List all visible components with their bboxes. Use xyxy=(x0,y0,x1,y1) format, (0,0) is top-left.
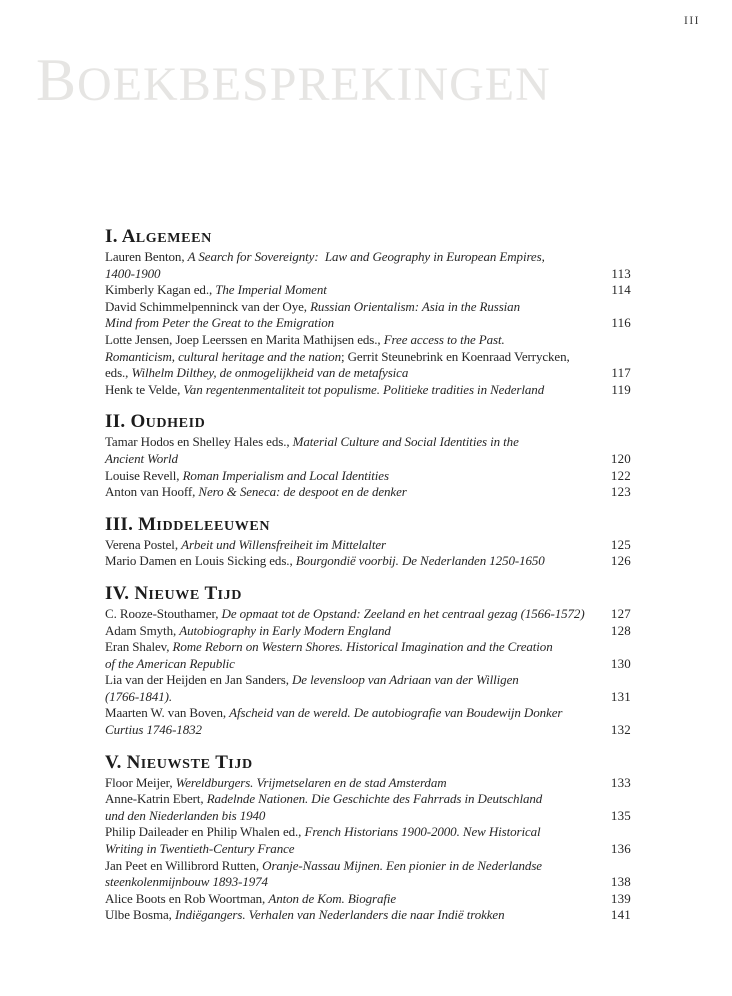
toc-entry-text xyxy=(105,858,542,875)
toc-page-number: 122 xyxy=(610,467,631,483)
toc-line xyxy=(105,249,631,266)
toc-entry-author-text: Tamar Hodos en Shelley Hales eds., xyxy=(105,434,293,450)
toc-line xyxy=(105,907,631,924)
toc-entry-text xyxy=(105,824,541,841)
toc-entry-author-text: David Schimmelpenninck van der Oye, xyxy=(105,298,311,314)
toc-entry-author-text: Anne-Katrin Ebert, xyxy=(105,791,207,807)
toc-entry-author-text: Lia van der Heijden en Jan Sanders, xyxy=(105,672,293,688)
toc-entry-text xyxy=(105,808,265,825)
toc-entry-title-text: Writing in Twentieth-Century France xyxy=(105,841,295,857)
toc-line xyxy=(105,891,631,908)
toc-entry-author-text: Henk te Velde, xyxy=(105,381,184,397)
toc-entry-text xyxy=(105,537,386,554)
toc-page-number: 138 xyxy=(610,874,631,890)
toc-page-number: 133 xyxy=(610,774,631,790)
toc-entry-text xyxy=(105,451,178,468)
toc-line xyxy=(105,434,631,451)
toc-entry-author-text: Adam Smyth, xyxy=(105,622,180,638)
toc-entry-title-text: Material Culture and Social Identities in the xyxy=(292,434,519,450)
toc-entry-title-text: A Search for Sovereignty: Law and Geography in European Empires, xyxy=(187,249,545,264)
toc-entry-author-text: C. Rooze-Stouthamer, xyxy=(105,605,222,621)
toc-entry-text xyxy=(105,874,268,891)
toc-entry-text xyxy=(105,315,334,332)
toc-page-number: 136 xyxy=(610,841,631,857)
toc-entry-text xyxy=(105,639,553,656)
toc-section xyxy=(105,584,631,739)
toc-line xyxy=(105,841,631,858)
toc-entry-author-text: Louise Revell, xyxy=(105,467,183,483)
toc-section xyxy=(105,227,631,398)
toc-entry-text xyxy=(105,468,389,485)
toc-entry-text xyxy=(105,282,327,299)
toc-entry-title-text: French Historians 1900-2000. New Historical xyxy=(304,824,541,840)
page-number: III xyxy=(684,15,700,27)
toc-entry-author-text: Verena Postel, xyxy=(105,536,182,552)
toc-line xyxy=(105,656,631,673)
toc-page-number: 126 xyxy=(610,553,631,569)
toc-entry-text xyxy=(105,553,545,570)
toc-line xyxy=(105,349,631,366)
toc-section xyxy=(105,753,631,924)
toc-entry-title-text: Oranje-Nassau Mijnen. Een pionier in de Nederlandse xyxy=(262,857,542,873)
toc-entry-author-text: Floor Meijer, xyxy=(105,774,176,790)
toc-entry-author-text: Mario Damen en Louis Sicking eds., xyxy=(105,553,296,569)
toc-entry-title-text: Wilhelm Dilthey, de onmogelijkheid van de metafysica xyxy=(131,365,409,381)
toc-line xyxy=(105,874,631,891)
toc-entry-text xyxy=(105,382,544,399)
toc-page-number: 120 xyxy=(610,450,631,466)
toc-entry-title-text: De levensloop van Adriaan van der Willigen xyxy=(292,672,519,688)
toc-line xyxy=(105,299,631,316)
toc-line xyxy=(105,282,631,299)
toc-entry-text xyxy=(105,672,519,689)
toc-line xyxy=(105,537,631,554)
toc-entry-title-text: Curtius 1746-1832 xyxy=(105,722,202,738)
toc-line xyxy=(105,808,631,825)
toc-line xyxy=(105,722,631,739)
toc-entry-author-text: Eran Shalev, xyxy=(105,639,173,655)
section-heading: V. NIEUWSTE TIJD xyxy=(105,751,253,773)
toc-entry-title-text: De opmaat tot de Opstand: Zeeland en het centraal gezag (1566-1572) xyxy=(221,605,585,621)
toc-page-number: 119 xyxy=(611,381,631,397)
toc-line xyxy=(105,689,631,706)
toc-entry-text xyxy=(105,484,407,501)
toc-line xyxy=(105,672,631,689)
toc-entry-text xyxy=(105,299,520,316)
toc-entry-author-text: Lauren Benton, xyxy=(105,249,188,264)
toc-line xyxy=(105,775,631,792)
toc-line xyxy=(105,468,631,485)
toc-entry-title-text: Indiëgangers. Verhalen van Nederlanders die naar Indië trokken xyxy=(174,907,505,923)
section-heading: II. OUDHEID xyxy=(105,411,206,433)
toc-line xyxy=(105,623,631,640)
toc-page-number: 125 xyxy=(610,536,631,552)
toc-entry-text xyxy=(105,332,505,349)
toc-line xyxy=(105,639,631,656)
toc-entry-text xyxy=(105,249,545,266)
toc-entry-title-text: Afscheid van de wereld. De autobiografie van Boudewijn Donker xyxy=(229,705,563,721)
toc-entry-text xyxy=(105,891,396,908)
toc-entry-title-text: Radelnde Nationen. Die Geschichte des Fahrrads in Deutschland xyxy=(206,791,543,807)
toc-page-number: 127 xyxy=(610,605,631,621)
toc-entry-title-text: Nero & Seneca: de despoot en de denker xyxy=(198,484,407,500)
toc-entry-title-text: Autobiography in Early Modern England xyxy=(179,622,391,638)
toc-entry-author-text: Philip Daileader en Philip Whalen ed., xyxy=(105,824,305,840)
toc-entry-text xyxy=(105,349,570,366)
toc-entry-text xyxy=(105,775,447,792)
toc-entry-text xyxy=(105,791,542,808)
toc-entry-author-text: eds., xyxy=(105,365,132,381)
toc-entry-title-text: Anton de Kom. Biografie xyxy=(268,890,397,906)
table-of-contents xyxy=(105,227,631,924)
toc-entry-text xyxy=(105,689,172,706)
toc-line xyxy=(105,451,631,468)
toc-entry-text xyxy=(105,907,505,924)
toc-entry-title-text: The Imperial Moment xyxy=(215,282,327,298)
toc-entry-title-text: Bourgondië voorbij. De Nederlanden 1250-1650 xyxy=(295,553,545,569)
toc-page-number: 117 xyxy=(611,365,631,381)
toc-page-number: 139 xyxy=(610,890,631,906)
toc-entry-title-text: 1400-1900 xyxy=(105,265,161,281)
toc-entry-text xyxy=(105,722,202,739)
toc-entry-author-text: Anton van Hooff, xyxy=(105,484,199,500)
toc-page-number: 123 xyxy=(610,484,631,500)
toc-entry-text xyxy=(105,705,562,722)
toc-entry-title-text: Van regentenmentaliteit tot populisme. Politieke tradities in Nederland xyxy=(183,381,545,397)
toc-page-number: 141 xyxy=(610,907,631,923)
toc-entry-title-text: of the American Republic xyxy=(105,655,235,671)
toc-entry-title-text: und den Niederlanden bis 1940 xyxy=(105,807,266,823)
section-heading: III. MIDDELEEUWEN xyxy=(105,513,271,535)
toc-section xyxy=(105,515,631,570)
toc-entry-title-text: Free access to the Past. xyxy=(383,331,505,347)
section-heading: I. ALGEMEEN xyxy=(105,226,212,247)
toc-line xyxy=(105,824,631,841)
toc-page-number: 114 xyxy=(611,282,631,298)
toc-entry-title-text: Wereldburgers. Vrijmetselaren en de stad Amsterdam xyxy=(175,774,447,790)
toc-entry-title-text: Roman Imperialism and Local Identities xyxy=(182,467,389,483)
toc-line xyxy=(105,315,631,332)
toc-entry-text xyxy=(105,623,391,640)
toc-entry-title-text: Rome Reborn on Western Shores. Historical Imagination and the Creation xyxy=(172,639,553,655)
toc-entry-title-text: Romanticism, cultural heritage and the nation xyxy=(105,348,341,364)
toc-entry-title-text: Mind from Peter the Great to the Emigration xyxy=(105,315,335,331)
toc-page-number: 132 xyxy=(610,722,631,738)
toc-entry-title-text: Arbeit und Willensfreiheit im Mittelalter xyxy=(181,536,386,552)
toc-line xyxy=(105,553,631,570)
toc-entry-text xyxy=(105,606,585,623)
toc-page-number: 130 xyxy=(610,655,631,671)
toc-entry-title-text: steenkolenmijnbouw 1893-1974 xyxy=(105,874,268,890)
toc-entry-title-text: Russian Orientalism: Asia in the Russian xyxy=(310,298,520,314)
toc-entry-text xyxy=(105,656,235,673)
toc-line xyxy=(105,705,631,722)
toc-entry-author-text: Ulbe Bosma, xyxy=(105,907,175,923)
toc-entry-author-text: Lotte Jensen, Joep Leerssen en Marita Mathijsen eds., xyxy=(105,331,384,347)
toc-section xyxy=(105,412,631,500)
toc-entry-title-text: Ancient World xyxy=(105,450,178,466)
toc-entry-text xyxy=(105,266,160,283)
toc-entry-text xyxy=(105,365,408,382)
toc-entry-text xyxy=(105,434,519,451)
toc-entry-author-text: Jan Peet en Willibrord Rutten, xyxy=(105,857,263,873)
page-title: BOEKBESPREKINGEN xyxy=(36,47,551,113)
toc-line xyxy=(105,382,631,399)
toc-line xyxy=(105,484,631,501)
toc-page-number: 113 xyxy=(611,265,631,281)
toc-line xyxy=(105,365,631,382)
toc-page-number: 116 xyxy=(611,315,631,331)
toc-line xyxy=(105,791,631,808)
toc-page-number: 131 xyxy=(610,688,631,704)
toc-line xyxy=(105,858,631,875)
toc-entry-title-text: (1766-1841). xyxy=(105,688,173,704)
toc-page-number: 128 xyxy=(610,622,631,638)
toc-entry-text xyxy=(105,841,294,858)
toc-entry-author-text: ; Gerrit Steunebrink en Koenraad Verrycken, xyxy=(340,348,570,364)
toc-line xyxy=(105,606,631,623)
section-heading: IV. NIEUWE TIJD xyxy=(105,582,242,604)
toc-page-number: 135 xyxy=(610,807,631,823)
toc-entry-author-text: Maarten W. van Boven, xyxy=(105,705,230,721)
toc-entry-author-text: Alice Boots en Rob Woortman, xyxy=(105,890,269,906)
toc-entry-author-text: Kimberly Kagan ed., xyxy=(105,282,216,298)
toc-line xyxy=(105,332,631,349)
toc-line xyxy=(105,266,631,283)
